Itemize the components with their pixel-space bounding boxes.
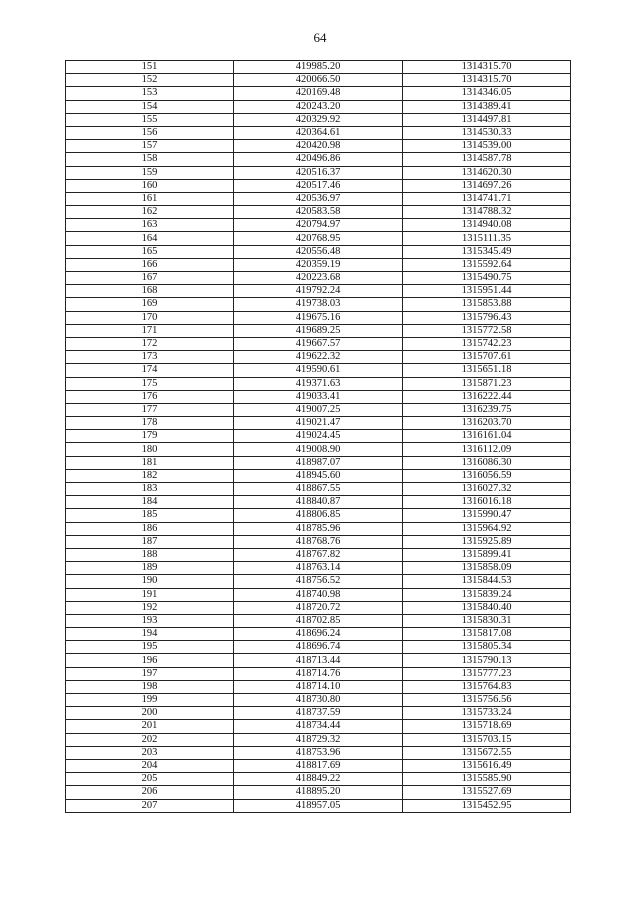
- x-coordinate-cell: 420794.97: [234, 219, 403, 232]
- point-number-cell: 202: [66, 733, 234, 746]
- y-coordinate-cell: 1315527.69: [403, 786, 571, 799]
- x-coordinate-cell: 419590.61: [234, 364, 403, 377]
- x-coordinate-cell: 418806.85: [234, 509, 403, 522]
- y-coordinate-cell: 1315990.47: [403, 509, 571, 522]
- point-number-cell: 166: [66, 258, 234, 271]
- x-coordinate-cell: 420329.92: [234, 113, 403, 126]
- table-row: [66, 456, 571, 469]
- x-coordinate-cell: 418767.82: [234, 548, 403, 561]
- x-coordinate-cell: 418737.59: [234, 707, 403, 720]
- y-coordinate-cell: 1315111.35: [403, 232, 571, 245]
- x-coordinate-cell: 418867.55: [234, 483, 403, 496]
- point-number-cell: 188: [66, 548, 234, 561]
- point-number-cell: 198: [66, 680, 234, 693]
- y-coordinate-cell: 1315672.55: [403, 746, 571, 759]
- y-coordinate-cell: 1315805.34: [403, 641, 571, 654]
- y-coordinate-cell: 1315718.69: [403, 720, 571, 733]
- table-row: [66, 562, 571, 575]
- y-coordinate-cell: 1315899.41: [403, 548, 571, 561]
- point-number-cell: 173: [66, 351, 234, 364]
- y-coordinate-cell: 1315651.18: [403, 364, 571, 377]
- point-number-cell: 181: [66, 456, 234, 469]
- y-coordinate-cell: 1315490.75: [403, 272, 571, 285]
- x-coordinate-cell: 419985.20: [234, 61, 403, 74]
- table-row: [66, 311, 571, 324]
- y-coordinate-cell: 1315830.31: [403, 614, 571, 627]
- y-coordinate-cell: 1316056.59: [403, 469, 571, 482]
- y-coordinate-cell: 1316239.75: [403, 403, 571, 416]
- y-coordinate-cell: 1315925.89: [403, 535, 571, 548]
- x-coordinate-cell: 420583.58: [234, 206, 403, 219]
- y-coordinate-cell: 1315592.64: [403, 258, 571, 271]
- y-coordinate-cell: 1315345.49: [403, 245, 571, 258]
- point-number-cell: 156: [66, 126, 234, 139]
- y-coordinate-cell: 1315817.08: [403, 628, 571, 641]
- x-coordinate-cell: 418696.24: [234, 628, 403, 641]
- x-coordinate-cell: 418740.98: [234, 588, 403, 601]
- x-coordinate-cell: 419792.24: [234, 285, 403, 298]
- x-coordinate-cell: 419675.16: [234, 311, 403, 324]
- point-number-cell: 199: [66, 694, 234, 707]
- x-coordinate-cell: 418714.10: [234, 680, 403, 693]
- point-number-cell: 193: [66, 614, 234, 627]
- point-number-cell: 195: [66, 641, 234, 654]
- x-coordinate-cell: 418702.85: [234, 614, 403, 627]
- point-number-cell: 180: [66, 443, 234, 456]
- point-number-cell: 197: [66, 667, 234, 680]
- x-coordinate-cell: 419371.63: [234, 377, 403, 390]
- x-coordinate-cell: 418714.76: [234, 667, 403, 680]
- table-row: [66, 720, 571, 733]
- y-coordinate-cell: 1315853.88: [403, 298, 571, 311]
- point-number-cell: 170: [66, 311, 234, 324]
- x-coordinate-cell: 418753.96: [234, 746, 403, 759]
- table-row: [66, 694, 571, 707]
- y-coordinate-cell: 1314315.70: [403, 61, 571, 74]
- point-number-cell: 191: [66, 588, 234, 601]
- x-coordinate-cell: 418785.96: [234, 522, 403, 535]
- coordinates-table: [65, 60, 571, 813]
- table-row: [66, 496, 571, 509]
- x-coordinate-cell: 418720.72: [234, 601, 403, 614]
- x-coordinate-cell: 420359.19: [234, 258, 403, 271]
- x-coordinate-cell: 418957.05: [234, 799, 403, 812]
- table-row: [66, 113, 571, 126]
- table-row: [66, 258, 571, 271]
- table-row: [66, 324, 571, 337]
- point-number-cell: 153: [66, 87, 234, 100]
- y-coordinate-cell: 1315844.53: [403, 575, 571, 588]
- point-number-cell: 190: [66, 575, 234, 588]
- y-coordinate-cell: 1316112.09: [403, 443, 571, 456]
- y-coordinate-cell: 1315858.09: [403, 562, 571, 575]
- y-coordinate-cell: 1315585.90: [403, 773, 571, 786]
- x-coordinate-cell: 420768.95: [234, 232, 403, 245]
- x-coordinate-cell: 420556.48: [234, 245, 403, 258]
- table-row: [66, 509, 571, 522]
- y-coordinate-cell: 1314940.08: [403, 219, 571, 232]
- y-coordinate-cell: 1315764.83: [403, 680, 571, 693]
- y-coordinate-cell: 1316222.44: [403, 390, 571, 403]
- x-coordinate-cell: 418768.76: [234, 535, 403, 548]
- y-coordinate-cell: 1314530.33: [403, 126, 571, 139]
- table-row: [66, 588, 571, 601]
- y-coordinate-cell: 1316161.04: [403, 430, 571, 443]
- table-row: [66, 707, 571, 720]
- x-coordinate-cell: 420066.50: [234, 74, 403, 87]
- table-row: [66, 403, 571, 416]
- y-coordinate-cell: 1315742.23: [403, 337, 571, 350]
- point-number-cell: 204: [66, 759, 234, 772]
- table-row: [66, 575, 571, 588]
- y-coordinate-cell: 1315733.24: [403, 707, 571, 720]
- point-number-cell: 163: [66, 219, 234, 232]
- y-coordinate-cell: 1315452.95: [403, 799, 571, 812]
- point-number-cell: 168: [66, 285, 234, 298]
- point-number-cell: 185: [66, 509, 234, 522]
- y-coordinate-cell: 1314697.26: [403, 179, 571, 192]
- table-row: [66, 61, 571, 74]
- table-row: [66, 390, 571, 403]
- y-coordinate-cell: 1314620.30: [403, 166, 571, 179]
- table-row: [66, 364, 571, 377]
- point-number-cell: 162: [66, 206, 234, 219]
- table-row: [66, 641, 571, 654]
- table-row: [66, 430, 571, 443]
- x-coordinate-cell: 419007.25: [234, 403, 403, 416]
- y-coordinate-cell: 1314497.81: [403, 113, 571, 126]
- x-coordinate-cell: 418945.60: [234, 469, 403, 482]
- x-coordinate-cell: 420517.46: [234, 179, 403, 192]
- x-coordinate-cell: 418849.22: [234, 773, 403, 786]
- point-number-cell: 174: [66, 364, 234, 377]
- table-row: [66, 87, 571, 100]
- x-coordinate-cell: 418713.44: [234, 654, 403, 667]
- table-row: [66, 733, 571, 746]
- x-coordinate-cell: 420169.48: [234, 87, 403, 100]
- table-row: [66, 377, 571, 390]
- y-coordinate-cell: 1314587.78: [403, 153, 571, 166]
- y-coordinate-cell: 1315840.40: [403, 601, 571, 614]
- x-coordinate-cell: 419008.90: [234, 443, 403, 456]
- x-coordinate-cell: 418840.87: [234, 496, 403, 509]
- point-number-cell: 154: [66, 100, 234, 113]
- table-row: [66, 153, 571, 166]
- point-number-cell: 155: [66, 113, 234, 126]
- x-coordinate-cell: 420364.61: [234, 126, 403, 139]
- table-row: [66, 773, 571, 786]
- table-row: [66, 140, 571, 153]
- point-number-cell: 159: [66, 166, 234, 179]
- point-number-cell: 201: [66, 720, 234, 733]
- point-number-cell: 158: [66, 153, 234, 166]
- table-row: [66, 786, 571, 799]
- y-coordinate-cell: 1314346.05: [403, 87, 571, 100]
- table-row: [66, 192, 571, 205]
- x-coordinate-cell: 420223.68: [234, 272, 403, 285]
- y-coordinate-cell: 1316203.70: [403, 417, 571, 430]
- y-coordinate-cell: 1315707.61: [403, 351, 571, 364]
- point-number-cell: 194: [66, 628, 234, 641]
- table-row: [66, 74, 571, 87]
- table-row: [66, 206, 571, 219]
- point-number-cell: 179: [66, 430, 234, 443]
- point-number-cell: 206: [66, 786, 234, 799]
- table-row: [66, 443, 571, 456]
- point-number-cell: 196: [66, 654, 234, 667]
- point-number-cell: 205: [66, 773, 234, 786]
- point-number-cell: 207: [66, 799, 234, 812]
- x-coordinate-cell: 418987.07: [234, 456, 403, 469]
- x-coordinate-cell: 419021.47: [234, 417, 403, 430]
- y-coordinate-cell: 1315839.24: [403, 588, 571, 601]
- table-row: [66, 179, 571, 192]
- table-row: [66, 680, 571, 693]
- table-row: [66, 548, 571, 561]
- table-row: [66, 245, 571, 258]
- x-coordinate-cell: 419667.57: [234, 337, 403, 350]
- y-coordinate-cell: 1315964.92: [403, 522, 571, 535]
- page-number: 64: [313, 30, 327, 45]
- point-number-cell: 157: [66, 140, 234, 153]
- table-row: [66, 469, 571, 482]
- x-coordinate-cell: 418730.80: [234, 694, 403, 707]
- y-coordinate-cell: 1315790.13: [403, 654, 571, 667]
- y-coordinate-cell: 1314788.32: [403, 206, 571, 219]
- point-number-cell: 176: [66, 390, 234, 403]
- x-coordinate-cell: 420420.98: [234, 140, 403, 153]
- point-number-cell: 169: [66, 298, 234, 311]
- table-row: [66, 799, 571, 812]
- y-coordinate-cell: 1316027.32: [403, 483, 571, 496]
- table-row: [66, 614, 571, 627]
- point-number-cell: 152: [66, 74, 234, 87]
- y-coordinate-cell: 1314389.41: [403, 100, 571, 113]
- table-row: [66, 654, 571, 667]
- y-coordinate-cell: 1315951.44: [403, 285, 571, 298]
- table-row: [66, 601, 571, 614]
- point-number-cell: 183: [66, 483, 234, 496]
- point-number-cell: 165: [66, 245, 234, 258]
- y-coordinate-cell: 1316086.30: [403, 456, 571, 469]
- point-number-cell: 171: [66, 324, 234, 337]
- x-coordinate-cell: 418817.69: [234, 759, 403, 772]
- table-row: [66, 272, 571, 285]
- point-number-cell: 192: [66, 601, 234, 614]
- point-number-cell: 182: [66, 469, 234, 482]
- point-number-cell: 177: [66, 403, 234, 416]
- x-coordinate-cell: 419033.41: [234, 390, 403, 403]
- y-coordinate-cell: 1314741.71: [403, 192, 571, 205]
- point-number-cell: 161: [66, 192, 234, 205]
- x-coordinate-cell: 418734.44: [234, 720, 403, 733]
- x-coordinate-cell: 419622.32: [234, 351, 403, 364]
- y-coordinate-cell: 1315703.15: [403, 733, 571, 746]
- point-number-cell: 167: [66, 272, 234, 285]
- x-coordinate-cell: 419689.25: [234, 324, 403, 337]
- table-row: [66, 535, 571, 548]
- y-coordinate-cell: 1315772.58: [403, 324, 571, 337]
- coordinates-table-body: [66, 61, 571, 813]
- x-coordinate-cell: 420243.20: [234, 100, 403, 113]
- point-number-cell: 160: [66, 179, 234, 192]
- point-number-cell: 151: [66, 61, 234, 74]
- table-row: [66, 522, 571, 535]
- table-row: [66, 126, 571, 139]
- x-coordinate-cell: 420516.37: [234, 166, 403, 179]
- point-number-cell: 172: [66, 337, 234, 350]
- x-coordinate-cell: 420496.86: [234, 153, 403, 166]
- table-row: [66, 628, 571, 641]
- y-coordinate-cell: 1315777.23: [403, 667, 571, 680]
- table-row: [66, 337, 571, 350]
- y-coordinate-cell: 1315796.43: [403, 311, 571, 324]
- table-row: [66, 746, 571, 759]
- point-number-cell: 175: [66, 377, 234, 390]
- point-number-cell: 164: [66, 232, 234, 245]
- table-row: [66, 232, 571, 245]
- x-coordinate-cell: 419024.45: [234, 430, 403, 443]
- y-coordinate-cell: 1316016.18: [403, 496, 571, 509]
- x-coordinate-cell: 418895.20: [234, 786, 403, 799]
- point-number-cell: 184: [66, 496, 234, 509]
- x-coordinate-cell: 420536.97: [234, 192, 403, 205]
- x-coordinate-cell: 418696.74: [234, 641, 403, 654]
- point-number-cell: 189: [66, 562, 234, 575]
- table-row: [66, 483, 571, 496]
- table-row: [66, 219, 571, 232]
- table-row: [66, 351, 571, 364]
- x-coordinate-cell: 418729.32: [234, 733, 403, 746]
- y-coordinate-cell: 1315616.49: [403, 759, 571, 772]
- y-coordinate-cell: 1315871.23: [403, 377, 571, 390]
- table-row: [66, 417, 571, 430]
- y-coordinate-cell: 1314539.00: [403, 140, 571, 153]
- point-number-cell: 187: [66, 535, 234, 548]
- point-number-cell: 203: [66, 746, 234, 759]
- table-row: [66, 285, 571, 298]
- x-coordinate-cell: 418763.14: [234, 562, 403, 575]
- x-coordinate-cell: 419738.03: [234, 298, 403, 311]
- x-coordinate-cell: 418756.52: [234, 575, 403, 588]
- table-row: [66, 667, 571, 680]
- y-coordinate-cell: 1315756.56: [403, 694, 571, 707]
- table-row: [66, 759, 571, 772]
- table-row: [66, 100, 571, 113]
- table-row: [66, 298, 571, 311]
- table-row: [66, 166, 571, 179]
- point-number-cell: 200: [66, 707, 234, 720]
- point-number-cell: 178: [66, 417, 234, 430]
- y-coordinate-cell: 1314315.70: [403, 74, 571, 87]
- point-number-cell: 186: [66, 522, 234, 535]
